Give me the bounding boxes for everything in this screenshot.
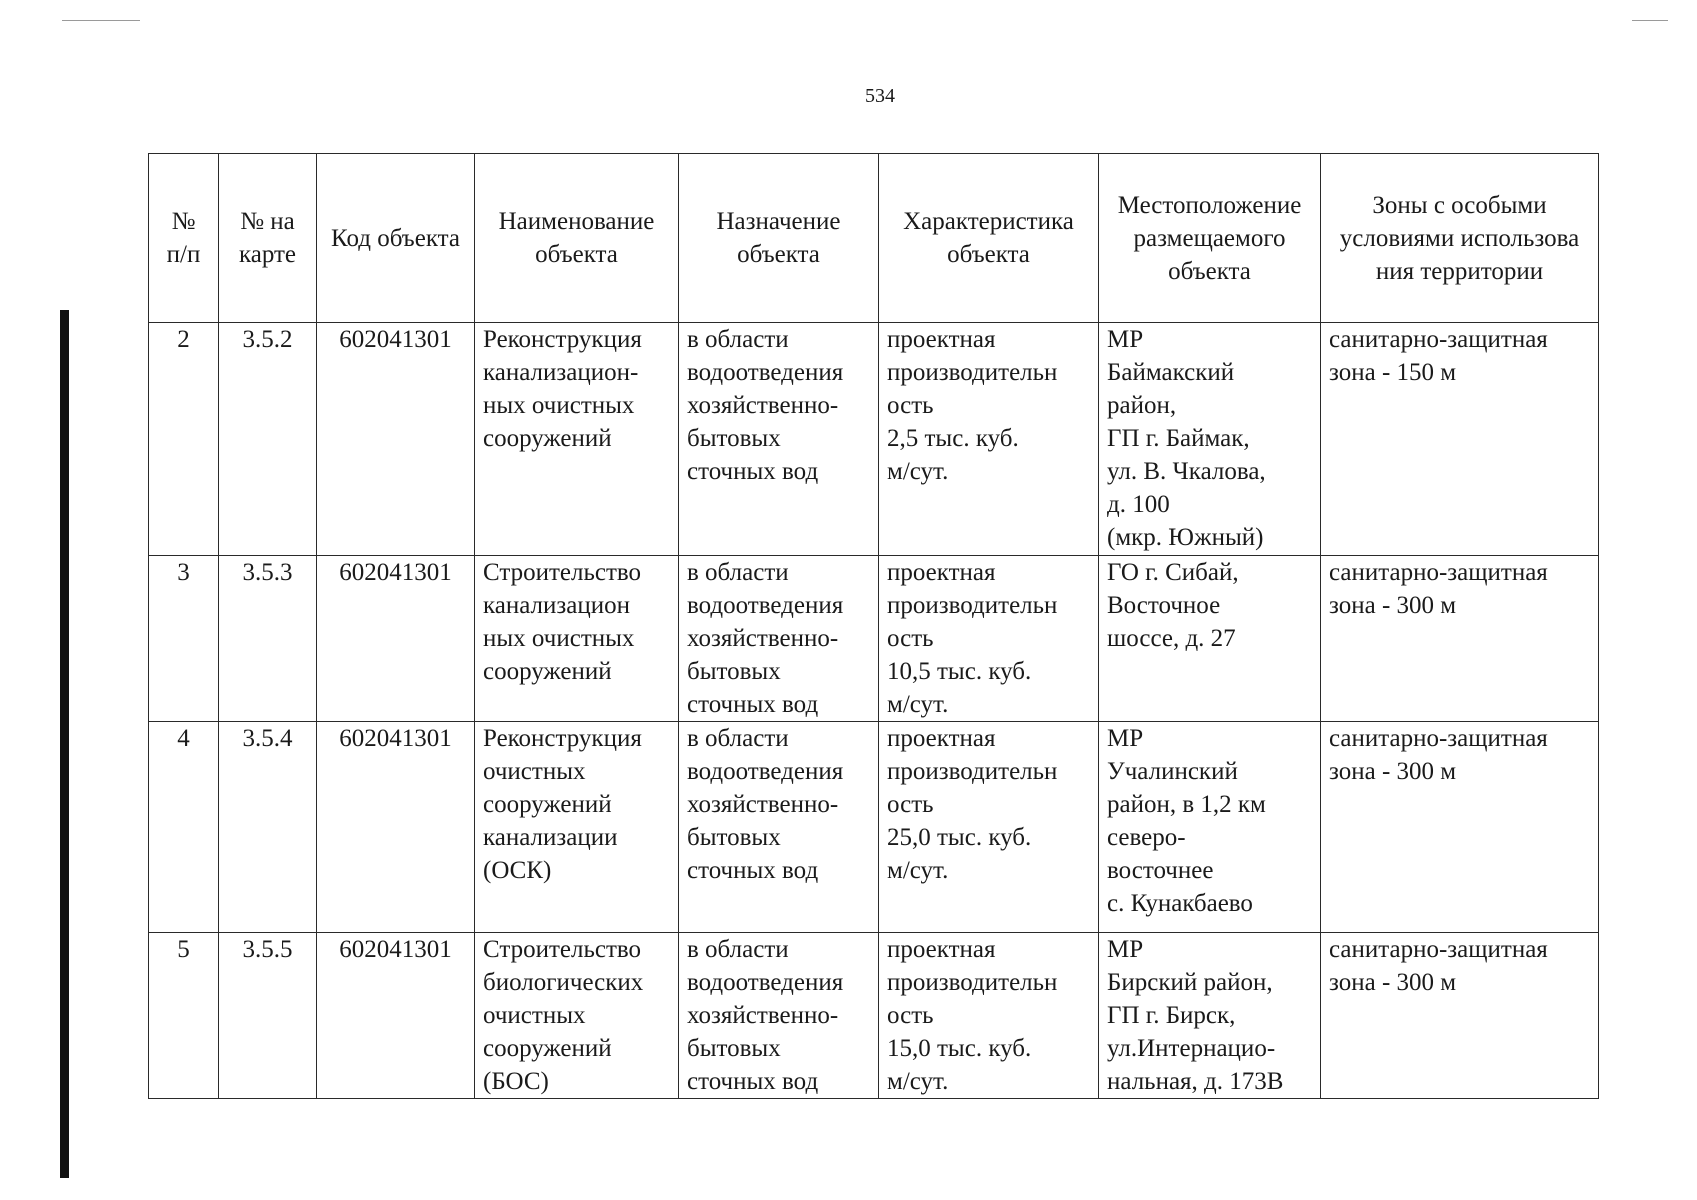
cell-object-characteristic: проектная производительн ость 2,5 тыс. куб. м/сут.	[879, 323, 1099, 556]
cell-map-num: 3.5.3	[219, 556, 317, 722]
cell-special-zones: санитарно-защитная зона - 150 м	[1321, 323, 1599, 556]
header-object-name: Наименование объекта	[475, 154, 679, 323]
cell-special-zones: санитарно-защитная зона - 300 м	[1321, 556, 1599, 722]
scan-artifact-line	[1632, 20, 1668, 21]
cell-object-name: Реконструкция канализацион- ных очистных сооружений	[475, 323, 679, 556]
header-special-zones: Зоны с особыми условиями использова ния территории	[1321, 154, 1599, 323]
cell-object-name: Строительство канализацион ных очистных сооружений	[475, 556, 679, 722]
header-num: № п/п	[149, 154, 219, 323]
objects-table	[148, 153, 1599, 1099]
page-number: 534	[865, 85, 895, 107]
scan-artifact-line	[62, 20, 140, 21]
cell-object-location: ГО г. Сибай, Восточное шоссе, д. 27	[1099, 556, 1321, 722]
cell-object-name: Строительство биологических очистных сооружений (БОС)	[475, 933, 679, 1099]
cell-object-characteristic: проектная производительн ость 25,0 тыс. куб. м/сут.	[879, 722, 1099, 933]
header-object-characteristic: Характеристика объекта	[879, 154, 1099, 323]
cell-object-name: Реконструкция очистных сооружений канализации (ОСК)	[475, 722, 679, 933]
cell-num: 2	[149, 323, 219, 556]
header-object-code: Код объекта	[317, 154, 475, 323]
header-object-location: Местоположение размещаемого объекта	[1099, 154, 1321, 323]
cell-num: 3	[149, 556, 219, 722]
cell-object-characteristic: проектная производительн ость 15,0 тыс. куб. м/сут.	[879, 933, 1099, 1099]
cell-num: 5	[149, 933, 219, 1099]
cell-object-purpose: в области водоотведения хозяйственно- бытовых сточных вод	[679, 556, 879, 722]
cell-map-num: 3.5.5	[219, 933, 317, 1099]
header-object-purpose: Назначение объекта	[679, 154, 879, 323]
table-row	[149, 556, 1599, 722]
cell-map-num: 3.5.4	[219, 722, 317, 933]
cell-object-location: МР Баймакский район, ГП г. Баймак, ул. В. Чкалова, д. 100 (мкр. Южный)	[1099, 323, 1321, 556]
cell-object-purpose: в области водоотведения хозяйственно- бытовых сточных вод	[679, 933, 879, 1099]
cell-object-code: 602041301	[317, 323, 475, 556]
cell-object-code: 602041301	[317, 556, 475, 722]
table-header-row	[149, 154, 1599, 323]
cell-object-code: 602041301	[317, 933, 475, 1099]
cell-num: 4	[149, 722, 219, 933]
table-row	[149, 722, 1599, 933]
table-row	[149, 323, 1599, 556]
cell-object-purpose: в области водоотведения хозяйственно- бытовых сточных вод	[679, 323, 879, 556]
cell-object-characteristic: проектная производительн ость 10,5 тыс. куб. м/сут.	[879, 556, 1099, 722]
cell-object-location: МР Учалинский район, в 1,2 км северо- восточнее с. Кунакбаево	[1099, 722, 1321, 933]
cell-object-code: 602041301	[317, 722, 475, 933]
cell-map-num: 3.5.2	[219, 323, 317, 556]
scan-artifact-bar	[60, 310, 69, 1178]
cell-special-zones: санитарно-защитная зона - 300 м	[1321, 722, 1599, 933]
cell-special-zones: санитарно-защитная зона - 300 м	[1321, 933, 1599, 1099]
cell-object-location: МР Бирский район, ГП г. Бирск, ул.Интернацио- нальная, д. 173В	[1099, 933, 1321, 1099]
cell-object-purpose: в области водоотведения хозяйственно- бытовых сточных вод	[679, 722, 879, 933]
table-row	[149, 933, 1599, 1099]
header-map-num: № на карте	[219, 154, 317, 323]
